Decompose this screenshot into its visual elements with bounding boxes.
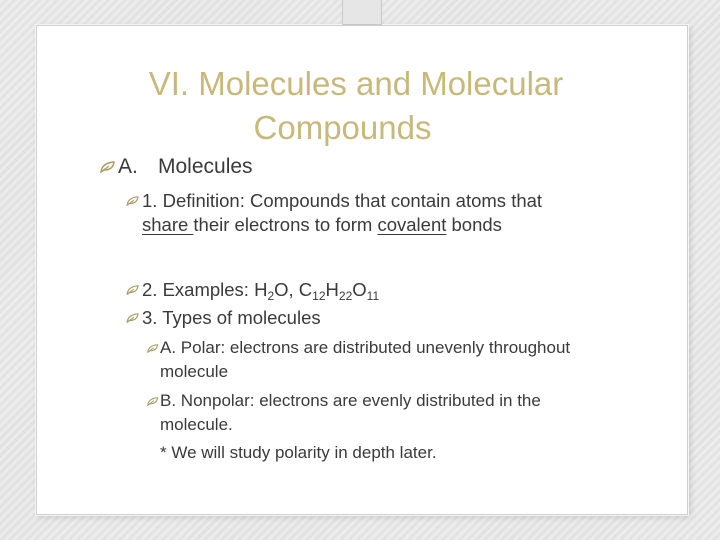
leaf-bullet-icon <box>146 336 160 360</box>
definition-underlined-covalent: covalent <box>377 214 447 235</box>
oxygen-subscript: 11 <box>366 289 380 303</box>
title-line-2: Compounds <box>253 109 432 146</box>
examples-text <box>142 278 584 308</box>
examples-number: 2. <box>142 279 158 300</box>
section-label: A. <box>118 155 138 178</box>
leaf-bullet-icon <box>124 306 142 330</box>
definition-item <box>124 189 584 237</box>
leaf-bullet-icon <box>146 389 160 413</box>
type-b-description: Nonpolar: electrons are evenly distributed in the molecule. <box>160 391 541 434</box>
hydrogen-symbol: H <box>325 279 339 300</box>
types-label: Types of molecules <box>162 307 321 328</box>
definition-lead: Definition: Compounds that contain atoms that <box>162 190 543 211</box>
definition-underlined-share: share <box>142 214 194 235</box>
type-a-item <box>146 336 596 384</box>
examples-lead: Examples: H <box>162 279 268 300</box>
type-b-label: B. <box>160 391 177 410</box>
definition-number: 1. <box>142 190 158 211</box>
leaf-bullet-icon <box>98 155 118 179</box>
types-number: 3. <box>142 307 158 328</box>
definition-text <box>142 189 584 237</box>
types-item <box>124 306 584 330</box>
h2o-subscript: 2 <box>267 289 275 303</box>
section-heading <box>98 155 253 179</box>
examples-item <box>124 278 584 308</box>
type-b-item <box>146 389 596 437</box>
definition-middle: their electrons to form <box>193 214 378 235</box>
leaf-bullet-icon <box>124 189 142 213</box>
carbon-subscript: 12 <box>312 289 326 303</box>
leaf-bullet-icon <box>124 278 142 302</box>
hydrogen-subscript: 22 <box>338 289 353 303</box>
types-text <box>142 306 584 330</box>
type-a-text <box>160 336 596 384</box>
oxygen-symbol: O <box>352 279 367 300</box>
polarity-note: * We will study polarity in depth later. <box>160 443 437 462</box>
type-a-description: Polar: electrons are distributed unevenly throughout molecule <box>160 338 571 381</box>
type-b-text <box>160 389 596 437</box>
section-text: Molecules <box>158 155 253 178</box>
title-line-1: VI. Molecules and Molecular <box>148 65 564 102</box>
h2o-tail: O, C <box>274 279 313 300</box>
definition-tail: bonds <box>446 214 502 235</box>
type-a-label: A. <box>160 338 177 357</box>
